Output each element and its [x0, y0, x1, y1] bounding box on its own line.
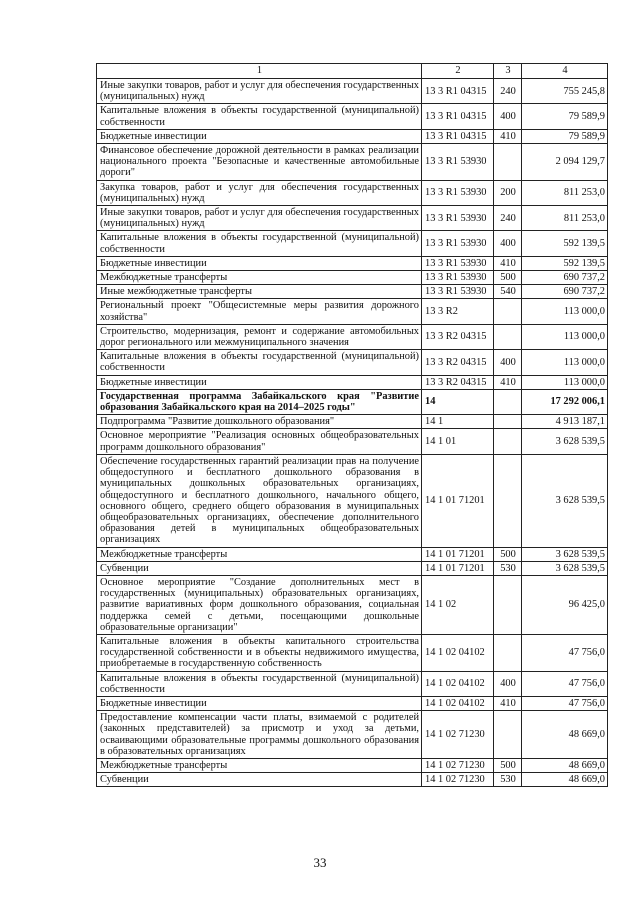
row-name-cell: Основное мероприятие "Реализация основных общеобразовательных программ дошкольного образования" — [97, 429, 422, 454]
row-code-cell: 14 1 01 71201 — [422, 454, 494, 547]
row-name-cell: Межбюджетные трансферты — [97, 758, 422, 772]
table-row — [97, 299, 608, 324]
table-row — [97, 429, 608, 454]
row-type-cell: 400 — [494, 671, 522, 696]
row-name-cell: Строительство, модернизация, ремонт и содержание автомобильных дорог регионального или межмуниципального значения — [97, 324, 422, 349]
row-name-cell: Финансовое обеспечение дорожной деятельности в рамках реализации национального проекта "Безопасные и качественные автомобильные дороги" — [97, 144, 422, 181]
row-amount-cell: 3 628 539,5 — [522, 561, 608, 575]
row-code-cell: 14 1 02 71230 — [422, 711, 494, 759]
table-row — [97, 773, 608, 787]
row-amount-cell: 79 589,9 — [522, 104, 608, 129]
row-type-cell: 500 — [494, 271, 522, 285]
row-type-cell: 530 — [494, 561, 522, 575]
row-code-cell: 13 3 R1 53930 — [422, 271, 494, 285]
row-code-cell: 14 1 01 — [422, 429, 494, 454]
row-type-cell: 200 — [494, 180, 522, 205]
row-type-cell — [494, 454, 522, 547]
column-header-amount: 4 — [522, 64, 608, 79]
row-type-cell: 400 — [494, 104, 522, 129]
row-name-cell: Иные межбюджетные трансферты — [97, 285, 422, 299]
row-code-cell: 13 3 R1 04315 — [422, 79, 494, 104]
row-name-cell: Иные закупки товаров, работ и услуг для обеспечения государственных (муниципальных) нужд — [97, 206, 422, 231]
table-row — [97, 271, 608, 285]
row-name-cell: Закупка товаров, работ и услуг для обеспечения государственных (муниципальных) нужд — [97, 180, 422, 205]
table-row — [97, 575, 608, 634]
row-amount-cell: 3 628 539,5 — [522, 547, 608, 561]
row-type-cell — [494, 415, 522, 429]
row-type-cell — [494, 389, 522, 414]
row-code-cell: 13 3 R1 53930 — [422, 144, 494, 181]
row-name-cell: Подпрограмма "Развитие дошкольного образования" — [97, 415, 422, 429]
table-row — [97, 634, 608, 671]
row-type-cell: 540 — [494, 285, 522, 299]
row-code-cell: 14 1 01 71201 — [422, 547, 494, 561]
row-code-cell: 14 — [422, 389, 494, 414]
table-row — [97, 231, 608, 256]
row-type-cell: 410 — [494, 256, 522, 270]
row-amount-cell: 47 756,0 — [522, 634, 608, 671]
row-code-cell: 13 3 R2 04315 — [422, 350, 494, 375]
row-code-cell: 14 1 02 — [422, 575, 494, 634]
table-row — [97, 180, 608, 205]
table-row — [97, 671, 608, 696]
row-type-cell — [494, 575, 522, 634]
row-code-cell: 14 1 02 04102 — [422, 696, 494, 710]
row-amount-cell: 592 139,5 — [522, 256, 608, 270]
row-code-cell: 14 1 02 71230 — [422, 773, 494, 787]
table-row — [97, 206, 608, 231]
row-amount-cell: 755 245,8 — [522, 79, 608, 104]
header-row — [97, 64, 608, 79]
row-amount-cell: 2 094 129,7 — [522, 144, 608, 181]
row-name-cell: Межбюджетные трансферты — [97, 271, 422, 285]
table-row — [97, 144, 608, 181]
row-name-cell: Капитальные вложения в объекты государственной (муниципальной) собственности — [97, 671, 422, 696]
table-row — [97, 324, 608, 349]
row-type-cell: 410 — [494, 375, 522, 389]
row-name-cell: Капитальные вложения в объекты государственной (муниципальной) собственности — [97, 104, 422, 129]
row-name-cell: Капитальные вложения в объекты государственной (муниципальной) собственности — [97, 231, 422, 256]
row-name-cell: Обеспечение государственных гарантий реализации прав на получение общедоступного и бесплатного дошкольного образования в муниципальных дошкольных образовательных организациях, общедоступного и бесплатного дошкольного, начального общего, основного общего, среднего общего образования в муниципальных общеобразовательных организациях, обеспечение дополнительного образования детей в муниципальных общеобразовательных организациях — [97, 454, 422, 547]
row-amount-cell: 96 425,0 — [522, 575, 608, 634]
row-code-cell: 13 3 R2 — [422, 299, 494, 324]
row-code-cell: 13 3 R1 04315 — [422, 129, 494, 143]
row-name-cell: Субвенции — [97, 773, 422, 787]
table-row — [97, 79, 608, 104]
row-amount-cell: 811 253,0 — [522, 206, 608, 231]
table-row — [97, 350, 608, 375]
table-body — [97, 79, 608, 787]
row-name-cell: Основное мероприятие "Создание дополнительных мест в государственных (муниципальных) образовательных организациях, развитие вариативных форм дошкольного образования, социальная поддержка семей с детьми, посещающими дошкольные образовательные организации" — [97, 575, 422, 634]
row-code-cell: 13 3 R2 04315 — [422, 375, 494, 389]
row-type-cell — [494, 634, 522, 671]
page-number: 33 — [313, 855, 327, 870]
table-header — [97, 64, 608, 79]
table-row — [97, 129, 608, 143]
column-header-code: 2 — [422, 64, 494, 79]
row-code-cell: 13 3 R1 53930 — [422, 285, 494, 299]
table-row — [97, 285, 608, 299]
row-name-cell: Предоставление компенсации части платы, взимаемой с родителей (законных представителей) за присмотр и уход за детьми, осваивающими образовательные программы дошкольного образования в образовательных организациях — [97, 711, 422, 759]
row-code-cell: 14 1 02 04102 — [422, 634, 494, 671]
row-code-cell: 13 3 R1 53930 — [422, 231, 494, 256]
row-type-cell: 400 — [494, 350, 522, 375]
row-name-cell: Бюджетные инвестиции — [97, 256, 422, 270]
row-amount-cell: 48 669,0 — [522, 773, 608, 787]
row-code-cell: 14 1 02 71230 — [422, 758, 494, 772]
row-amount-cell: 47 756,0 — [522, 671, 608, 696]
table-row — [97, 256, 608, 270]
row-type-cell — [494, 711, 522, 759]
table-row — [97, 375, 608, 389]
row-type-cell: 500 — [494, 758, 522, 772]
table-row — [97, 547, 608, 561]
row-code-cell: 13 3 R1 04315 — [422, 104, 494, 129]
row-amount-cell: 811 253,0 — [522, 180, 608, 205]
row-amount-cell: 690 737,2 — [522, 271, 608, 285]
row-amount-cell: 113 000,0 — [522, 299, 608, 324]
row-amount-cell: 3 628 539,5 — [522, 454, 608, 547]
table-row — [97, 696, 608, 710]
table-row — [97, 561, 608, 575]
row-type-cell: 240 — [494, 206, 522, 231]
row-type-cell: 400 — [494, 231, 522, 256]
row-type-cell: 410 — [494, 129, 522, 143]
row-code-cell: 13 3 R1 53930 — [422, 180, 494, 205]
row-amount-cell: 48 669,0 — [522, 711, 608, 759]
table-row — [97, 389, 608, 414]
row-type-cell — [494, 324, 522, 349]
row-amount-cell: 79 589,9 — [522, 129, 608, 143]
row-name-cell: Иные закупки товаров, работ и услуг для обеспечения государственных (муниципальных) нужд — [97, 79, 422, 104]
row-type-cell — [494, 144, 522, 181]
row-amount-cell: 113 000,0 — [522, 324, 608, 349]
row-amount-cell: 592 139,5 — [522, 231, 608, 256]
row-name-cell: Межбюджетные трансферты — [97, 547, 422, 561]
table-row — [97, 415, 608, 429]
table-row — [97, 454, 608, 547]
row-type-cell — [494, 429, 522, 454]
table-row — [97, 104, 608, 129]
row-amount-cell: 17 292 006,1 — [522, 389, 608, 414]
row-type-cell: 530 — [494, 773, 522, 787]
budget-table — [96, 63, 608, 787]
row-code-cell: 13 3 R1 53930 — [422, 206, 494, 231]
row-name-cell: Бюджетные инвестиции — [97, 375, 422, 389]
row-amount-cell: 48 669,0 — [522, 758, 608, 772]
row-code-cell: 14 1 01 71201 — [422, 561, 494, 575]
row-name-cell: Бюджетные инвестиции — [97, 129, 422, 143]
row-name-cell: Бюджетные инвестиции — [97, 696, 422, 710]
table-row — [97, 711, 608, 759]
row-amount-cell: 690 737,2 — [522, 285, 608, 299]
row-amount-cell: 113 000,0 — [522, 350, 608, 375]
table-row — [97, 758, 608, 772]
row-name-cell: Капитальные вложения в объекты государственной (муниципальной) собственности — [97, 350, 422, 375]
row-type-cell: 240 — [494, 79, 522, 104]
row-type-cell: 500 — [494, 547, 522, 561]
row-amount-cell: 3 628 539,5 — [522, 429, 608, 454]
row-amount-cell: 4 913 187,1 — [522, 415, 608, 429]
row-name-cell: Региональный проект "Общесистемные меры развития дорожного хозяйства" — [97, 299, 422, 324]
row-code-cell: 13 3 R1 53930 — [422, 256, 494, 270]
row-type-cell: 410 — [494, 696, 522, 710]
column-header-type: 3 — [494, 64, 522, 79]
row-amount-cell: 47 756,0 — [522, 696, 608, 710]
row-name-cell: Капитальные вложения в объекты капитального строительства государственной собственности и в объекты недвижимого имущества, приобретаемые в государственную собственность — [97, 634, 422, 671]
row-amount-cell: 113 000,0 — [522, 375, 608, 389]
row-code-cell: 14 1 — [422, 415, 494, 429]
row-code-cell: 14 1 02 04102 — [422, 671, 494, 696]
column-header-name: 1 — [97, 64, 422, 79]
row-code-cell: 13 3 R2 04315 — [422, 324, 494, 349]
row-name-cell: Субвенции — [97, 561, 422, 575]
row-name-cell: Государственная программа Забайкальского края "Развитие образования Забайкальского края на 2014–2025 годы" — [97, 389, 422, 414]
row-type-cell — [494, 299, 522, 324]
